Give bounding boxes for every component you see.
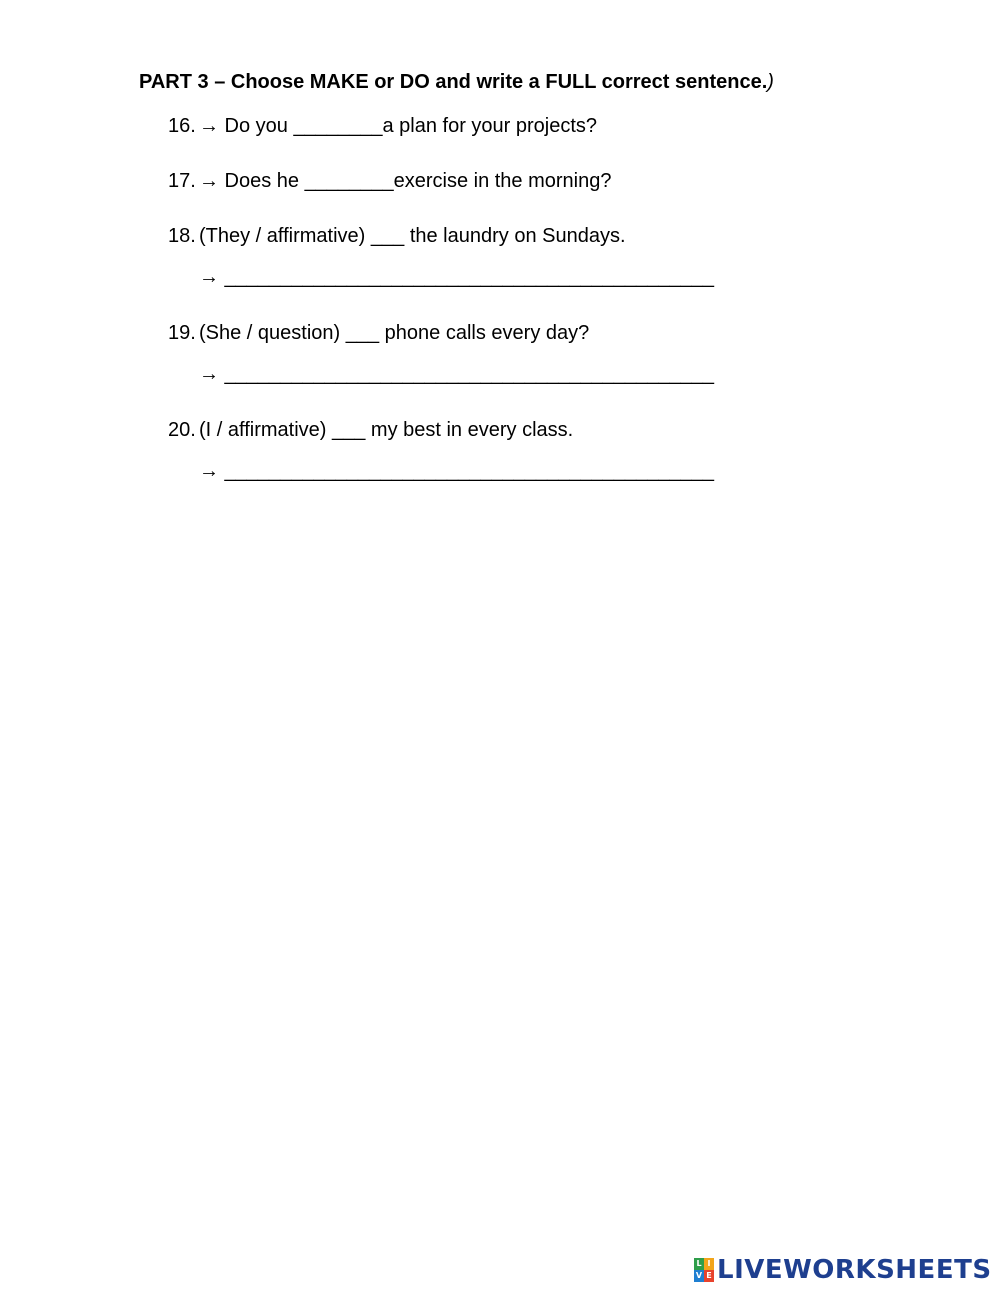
item-17-text: → Does he ________exercise in the morning? (199, 170, 612, 192)
item-19-answer-line[interactable]: → ____________________________________________ (199, 363, 714, 385)
item-17-number: 17. (168, 170, 196, 192)
item-18-answer-line[interactable]: → ____________________________________________ (199, 266, 714, 288)
item-20-answer-line[interactable]: → ____________________________________________ (199, 460, 714, 482)
item-20-number: 20. (168, 419, 196, 441)
logo-mark-icon (694, 1258, 714, 1282)
item-19-text: (She / question) ___ phone calls every day? (199, 322, 590, 344)
logo-mark-l: L (694, 1258, 704, 1270)
logo-mark-i: I (704, 1258, 714, 1270)
liveworksheets-logo (694, 1252, 992, 1288)
logo-mark-e: E (704, 1270, 714, 1282)
item-19-number: 19. (168, 322, 196, 344)
item-18-number: 18. (168, 225, 196, 247)
logo-mark-v: V (695, 1271, 703, 1280)
part-heading-tail: ) (767, 71, 774, 93)
item-18-text: (They / affirmative) ___ the laundry on Sundays. (199, 225, 626, 247)
part-heading (139, 71, 774, 94)
item-16-number: 16. (168, 115, 196, 137)
item-16-text: → Do you ________a plan for your projects? (199, 115, 598, 137)
part-heading-text: PART 3 – Choose MAKE or DO and write a FULL correct sentence. (139, 71, 768, 93)
logo-text: LIVEWORKSHEETS (717, 1255, 992, 1285)
item-20-text: (I / affirmative) ___ my best in every class. (199, 419, 574, 441)
